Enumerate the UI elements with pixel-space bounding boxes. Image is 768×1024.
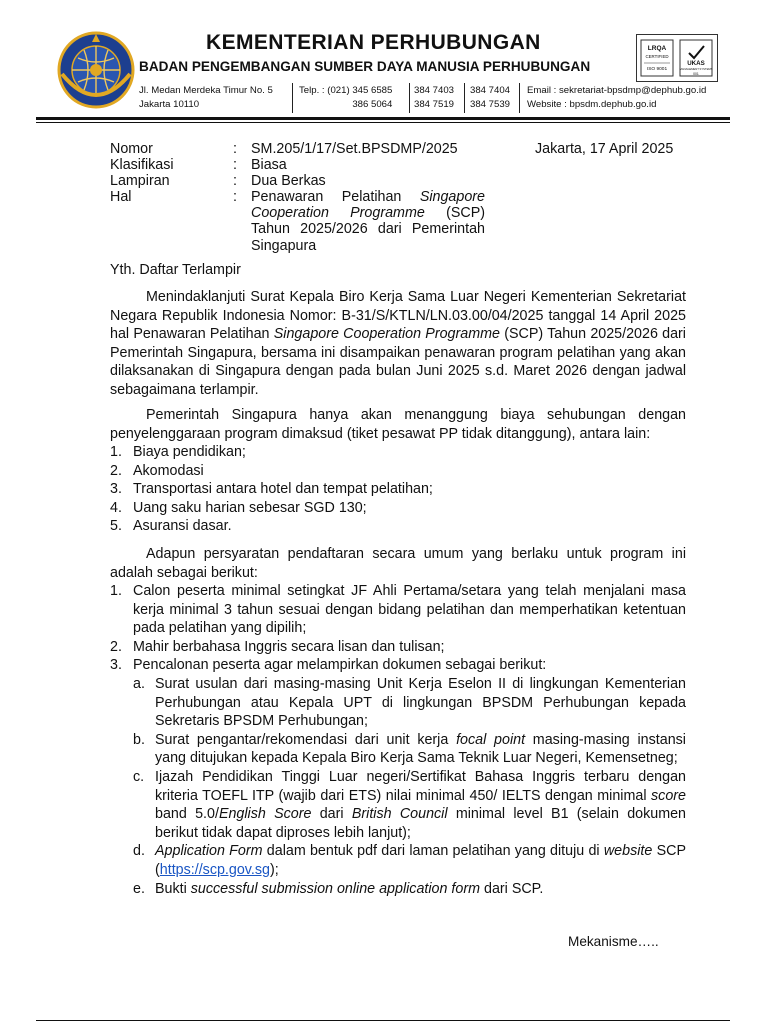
colon: : — [233, 173, 237, 189]
phone-line: 386 5064 — [352, 99, 393, 110]
list-number: 2. — [110, 638, 122, 655]
list-number: 2. — [110, 462, 122, 479]
nomor-value: SM.205/1/17/Set.BPSDMP/2025 — [251, 141, 458, 157]
list-item — [110, 499, 686, 518]
divider — [409, 83, 410, 113]
ukas-cert-icon — [679, 39, 713, 77]
list-number: 5. — [110, 518, 122, 535]
sublist-text-italic: British Council — [351, 806, 448, 823]
lampiran-label: Lampiran — [110, 173, 170, 189]
paragraph-3: Adapun persyaratan pendaftaran secara umum yang berlaku untuk program ini adalah sebagai berikut: — [110, 546, 686, 581]
phone-block-2 — [414, 84, 454, 112]
p1-text-italic: Singapore Cooperation Programme — [273, 326, 500, 343]
hal-text: Penawaran Pelatihan — [251, 189, 420, 205]
colon: : — [233, 141, 237, 157]
nomor-label: Nomor — [110, 141, 153, 157]
lrqa-cert-icon — [640, 39, 674, 77]
sublist-text: ); — [269, 861, 279, 878]
ministry-emblem-logo — [56, 30, 136, 110]
list-item — [110, 638, 686, 657]
list-item — [110, 656, 686, 898]
address-block — [139, 84, 273, 112]
phone-line: 384 7404 — [470, 85, 511, 96]
list-number: 4. — [110, 499, 122, 516]
agency-title: BADAN PENGEMBANGAN SUMBER DAYA MANUSIA PERHUBUNGAN — [139, 59, 591, 74]
klasifikasi-label: Klasifikasi — [110, 157, 174, 173]
phone-block-1 — [299, 84, 392, 112]
sublist-letter: b. — [133, 731, 145, 748]
phone-line: 384 7403 — [414, 85, 455, 96]
paragraph-2: Pemerintah Singapura hanya akan menanggung biaya sehubungan dengan penyelenggaraan program dimaksud (tiket pesawat PP tidak ditanggung), antara lain: — [110, 407, 686, 442]
sublist-text: Surat pengantar/rekomendasi dari unit kerja — [155, 731, 457, 748]
ministry-title: KEMENTERIAN PERHUBUNGAN — [206, 31, 541, 54]
list-item-text: Biaya pendidikan; — [133, 444, 246, 460]
sublist-item — [133, 675, 686, 731]
sublist-text: dari SCP. — [480, 880, 544, 897]
sublist-letter: a. — [133, 675, 145, 692]
colon: : — [233, 189, 237, 205]
list-item — [110, 462, 686, 481]
cert1-bottom-text: ISO 9001 — [646, 67, 668, 72]
list-item — [110, 582, 686, 638]
hal-value — [251, 189, 485, 254]
list-number: 3. — [110, 481, 122, 498]
email-line: Email : sekretariat-bpsdmp@dephub.go.id — [527, 85, 707, 96]
p1-text: Menindaklanjuti Surat Kepala Biro Kerja Sama Luar Negeri Kementerian Sekretariat Negara Republik Indonesia Nomor: B-31/S/KTLN/LN.03.00/04/2025 tanggal 14 April 2025 hal Penawaran Pelatihan — [110, 289, 686, 343]
colon: : — [233, 157, 237, 173]
header-thick-rule — [36, 117, 730, 120]
phone-line: 384 7539 — [470, 99, 511, 110]
sublist-text: dari — [311, 806, 352, 823]
sublist-text: dalam bentuk pdf dari laman pelatihan yang dituju di — [262, 843, 604, 860]
list-item-text: Uang saku harian sebesar SGD 130; — [133, 499, 367, 516]
cert2-bottom-text: MANAGEMENT SYSTEMS — [679, 68, 713, 71]
header-thin-rule — [36, 122, 730, 123]
sublist-text: Bukti — [155, 880, 191, 897]
phone-line: Telp. : (021) 345 6585 — [299, 85, 393, 96]
sublist-item — [133, 768, 686, 842]
cert2-top-text: UKAS — [687, 60, 705, 67]
list-number: 3. — [110, 657, 122, 674]
sublist-item — [133, 880, 686, 899]
letter-date: Jakarta, 17 April 2025 — [535, 141, 674, 157]
benefits-list — [110, 443, 686, 536]
list-item-text: Calon peserta minimal setingkat JF Ahli Pertama/setara yang telah menjalani masa kerja minimal 3 tahun sesuai dengan bidang pelatihan dan memperhatikan ketentuan pada pelatihan yang dipilih; — [133, 583, 686, 637]
sublist-letter: d. — [133, 843, 145, 860]
sublist-text: Surat usulan dari masing-masing Unit Kerja Eselon II di lingkungan Kementerian Perhubungan atau Kepala UPT di lingkungan BPSDM Perhubungan kepada Sekretaris BPSDM Perhubungan; — [155, 675, 686, 730]
cert1-mid-text: CERTIFIED — [645, 54, 669, 59]
email-web-block — [527, 84, 706, 112]
list-item — [110, 517, 686, 536]
hal-text: (SCP) Tahun 2025/2026 dari Pemerintah Singapura — [251, 205, 485, 254]
list-item-text: Pencalonan peserta agar melampirkan dokumen sebagai berikut: — [133, 657, 547, 674]
sublist-text: Ijazah Pendidikan Tinggi Luar negeri/Sertifikat Bahasa Inggris terbaru dengan kriteria TOEFL ITP (wajib dari ETS) nilai minimal 450/ IELTS dengan minimal — [155, 768, 686, 804]
hal-text-italic: Singapore Cooperation Programme — [251, 189, 485, 222]
list-item-text: Asuransi dasar. — [133, 518, 232, 535]
sublist-letter: c. — [133, 768, 145, 785]
hal-label: Hal — [110, 189, 132, 205]
phone-line: 384 7519 — [414, 99, 455, 110]
sublist-text-italic: website — [603, 843, 653, 860]
sublist-text: masing-masing instansi yang ditujukan kepada Kepala Biro Kerja Sama Teknik Luar Negeri, Kemensetneg; — [155, 731, 686, 767]
certification-badges — [636, 34, 718, 82]
sublist-text: SCP ( — [155, 843, 686, 878]
list-number: 1. — [110, 583, 122, 599]
cert1-top-text: LRQA — [647, 45, 667, 52]
sublist-text-italic: Application Form — [155, 843, 263, 860]
list-item-text: Akomodasi — [133, 462, 204, 479]
divider — [292, 83, 293, 113]
page-bottom-rule — [36, 1020, 730, 1021]
list-item-text: Mahir berbahasa Inggris secara lisan dan tulisan; — [133, 638, 445, 655]
klasifikasi-value: Biasa — [251, 157, 287, 173]
scp-website-link[interactable]: https://scp.gov.sg — [159, 861, 270, 878]
sublist-text-italic: successful submission online application form — [190, 880, 481, 897]
sublist-text-italic: English Score — [218, 806, 312, 823]
address-line: Jl. Medan Merdeka Timur No. 5 — [139, 85, 273, 96]
requirements-list — [110, 582, 686, 898]
address-line: Jakarta 10110 — [139, 99, 200, 110]
sublist-text: band 5.0/ — [155, 806, 219, 823]
list-item — [110, 443, 686, 462]
lampiran-value: Dua Berkas — [251, 173, 326, 189]
sublist-text-italic: score — [651, 787, 686, 804]
divider — [464, 83, 465, 113]
salutation: Yth. Daftar Terlampir — [110, 262, 241, 278]
list-number: 1. — [110, 444, 122, 460]
p1-text: (SCP) Tahun 2025/2026 dari Pemerintah Singapura, bersama ini disampaikan penawaran program pelatihan yang akan dilaksanakan di Singapura dengan pada bulan Juni 2025 s.d. Maret 2026 dengan jadwal sebagaimana terlampir. — [110, 326, 686, 398]
documents-sublist — [133, 675, 686, 898]
list-item-text: Transportasi antara hotel dan tempat pelatihan; — [133, 481, 433, 498]
list-item — [110, 480, 686, 499]
cert2-code-text: 001 — [693, 72, 699, 76]
sublist-item — [133, 731, 686, 768]
sublist-item — [133, 842, 686, 879]
divider — [519, 83, 520, 113]
sublist-letter: e. — [133, 880, 145, 897]
sublist-text-italic: focal point — [456, 731, 526, 748]
continuation-note: Mekanisme….. — [568, 934, 659, 949]
paragraph-1 — [110, 288, 686, 400]
website-line: Website : bpsdm.dephub.go.id — [527, 99, 657, 110]
phone-block-3 — [470, 84, 510, 112]
sublist-text: minimal level B1 (selain dokumen berikut tidak dapat diproses lebih lanjut); — [155, 806, 687, 841]
